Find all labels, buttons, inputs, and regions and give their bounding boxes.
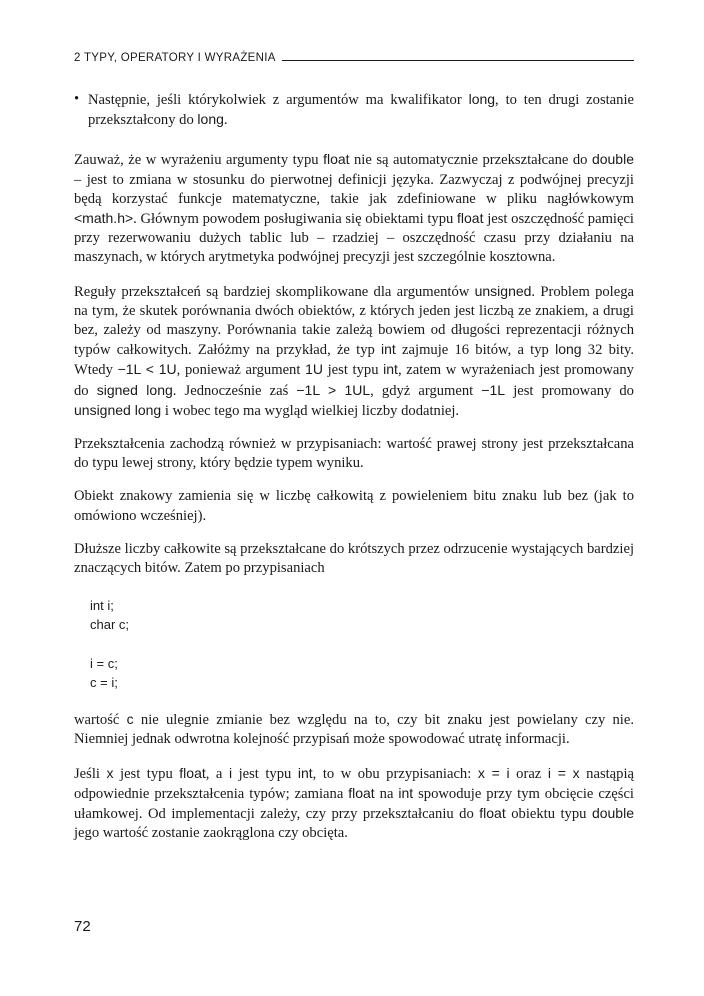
running-header xyxy=(74,52,634,64)
text-run: – jest to zmiana w stosunku do pierwotnej definicji języka. Zazwyczaj z podwójnej precyzji będą korzystać funkcje matematyczne, takie jak zdefiniowane w pliku nagłówkowym xyxy=(74,171,634,207)
text-run: , zatem w wyrażeniach jest promowany do xyxy=(74,362,634,399)
text-run: , to w obu przypisaniach: xyxy=(312,765,478,782)
code-term: long xyxy=(468,91,496,107)
paragraph-unsigned xyxy=(74,282,634,421)
bullet-text xyxy=(88,90,634,130)
text-run: jego wartość zostanie zaokrąglona czy obcięta. xyxy=(74,825,348,842)
text-run: jest typu xyxy=(322,362,384,379)
code-term: x = i xyxy=(477,764,510,781)
code-term: unsigned long xyxy=(74,401,162,418)
code-term: <math.h> xyxy=(74,210,134,227)
text-run: i wobec tego ma wygląd wielkiej liczby dodatniej. xyxy=(161,402,460,419)
text-run: Dłuższe liczby całkowite są przekształcane do krótszych przez odrzucenie wystających bardziej znaczących bitów. Zatem po przypisaniach xyxy=(74,540,634,577)
paragraph-truncation xyxy=(74,540,634,578)
code-example: int i; char c; i = c; c = i; xyxy=(90,598,130,691)
code-term: −1L xyxy=(481,381,506,398)
text-run: jest promowany do xyxy=(505,382,634,399)
page-body xyxy=(74,90,634,858)
code-term: float xyxy=(348,784,375,801)
code-term: x xyxy=(106,764,114,781)
text-run: , ponieważ argument xyxy=(176,362,306,379)
text-run: , gdyż argument xyxy=(370,382,482,399)
code-term: int xyxy=(381,341,396,358)
code-term: int xyxy=(398,784,414,801)
text-run: nastąpią odpowiednie przekształcenia typów; zamiana xyxy=(74,765,634,802)
code-term: float xyxy=(323,151,350,168)
text-run: Następnie, jeśli którykolwiek z argumentów ma kwalifikator xyxy=(88,92,469,108)
code-term: i xyxy=(228,764,233,781)
paragraph-float-double xyxy=(74,150,634,267)
code-term: float xyxy=(479,805,506,822)
code-term: c xyxy=(126,711,134,728)
text-run: obiektu typu xyxy=(505,806,592,823)
text-run: nie są automatycznie przekształcane do xyxy=(349,152,592,169)
text-run: , to ten drugi zostanie przekształcony do xyxy=(88,92,634,129)
text-run: . Problem polega na tym, że skutek porównania dwóch obiektów, z których jeden jest liczbą ze znakiem, a drugi bez, zależy od maszyny. Porównania takie zależą bowiem od długości reprezentacji różnych typów całkowitych. Załóżmy na przykład, że typ xyxy=(74,283,634,359)
text-run: zajmuje 16 bitów, a typ xyxy=(395,342,556,359)
paragraph-char xyxy=(74,487,634,525)
code-term: float xyxy=(457,210,484,227)
code-term: i = x xyxy=(547,764,580,781)
text-run: na xyxy=(374,785,399,802)
page-number: 72 xyxy=(74,918,91,935)
text-run: jest typu xyxy=(113,765,180,782)
code-term: long xyxy=(555,341,582,358)
code-term: −1L > 1UL xyxy=(296,381,371,398)
code-term: unsigned xyxy=(474,282,532,299)
chapter-title: 2 TYPY, OPERATORY I WYRAŻENIA xyxy=(74,52,276,64)
code-term: int xyxy=(383,361,398,378)
code-term: int xyxy=(297,764,313,781)
paragraph-assignment xyxy=(74,435,634,473)
text-run: jest oszczędność pamięci przy rezerwowaniu dużych tablic lub – rzadziej – oszczędność czasu przy działaniu na maszynach, w których arytmetyka podwójnej precyzji jest szczególnie kosztowna. xyxy=(74,211,634,266)
code-term: float xyxy=(179,764,206,781)
code-term: double xyxy=(591,805,634,822)
code-term: 1U xyxy=(305,361,323,378)
code-term: long xyxy=(197,111,224,128)
text-run: oraz xyxy=(509,765,548,782)
text-run: wartość xyxy=(74,712,127,729)
bullet-dot-icon: • xyxy=(74,91,80,107)
header-rule xyxy=(282,60,634,61)
text-run: Reguły przekształceń są bardziej skomplikowane dla argumentów xyxy=(74,283,475,300)
code-term: −1L < 1U xyxy=(117,361,177,378)
text-run: . xyxy=(223,112,228,129)
text-run: Zauważ, że w wyrażeniu argumenty typu xyxy=(74,152,324,169)
text-run: Jeśli xyxy=(74,765,107,782)
text-run: jest typu xyxy=(232,765,298,782)
text-run: , a xyxy=(205,765,229,782)
code-term: signed long xyxy=(96,381,173,398)
text-run: 32 bity. Wtedy xyxy=(74,342,635,379)
bullet-item xyxy=(74,90,634,130)
text-run: . Głównym powodem posługiwania się obiektami typu xyxy=(133,211,458,228)
code-term: double xyxy=(591,151,634,168)
text-run: . Jednocześnie zaś xyxy=(172,382,297,399)
paragraph-float-int xyxy=(74,764,634,844)
text-run: spowoduje przy tym obcięcie części ułamkowej. Od implementacji zależy, czy przy przekształcaniu do xyxy=(74,785,634,823)
paragraph-value-c xyxy=(74,710,634,749)
text-run: Obiekt znakowy zamienia się w liczbę całkowitą z powieleniem bitu znaku lub bez (jak to omówiono wcześniej). xyxy=(74,488,634,524)
text-run: nie ulegnie zmianie bez względu na to, czy bit znaku jest powielany czy nie. Niemniej jednak odwrotna kolejność przypisań może spowodować utratę informacji. xyxy=(74,712,634,748)
text-run: Przekształcenia zachodzą również w przypisaniach: wartość prawej strony jest przekształcana do typu lewej strony, który będzie typem wyniku. xyxy=(74,436,634,472)
